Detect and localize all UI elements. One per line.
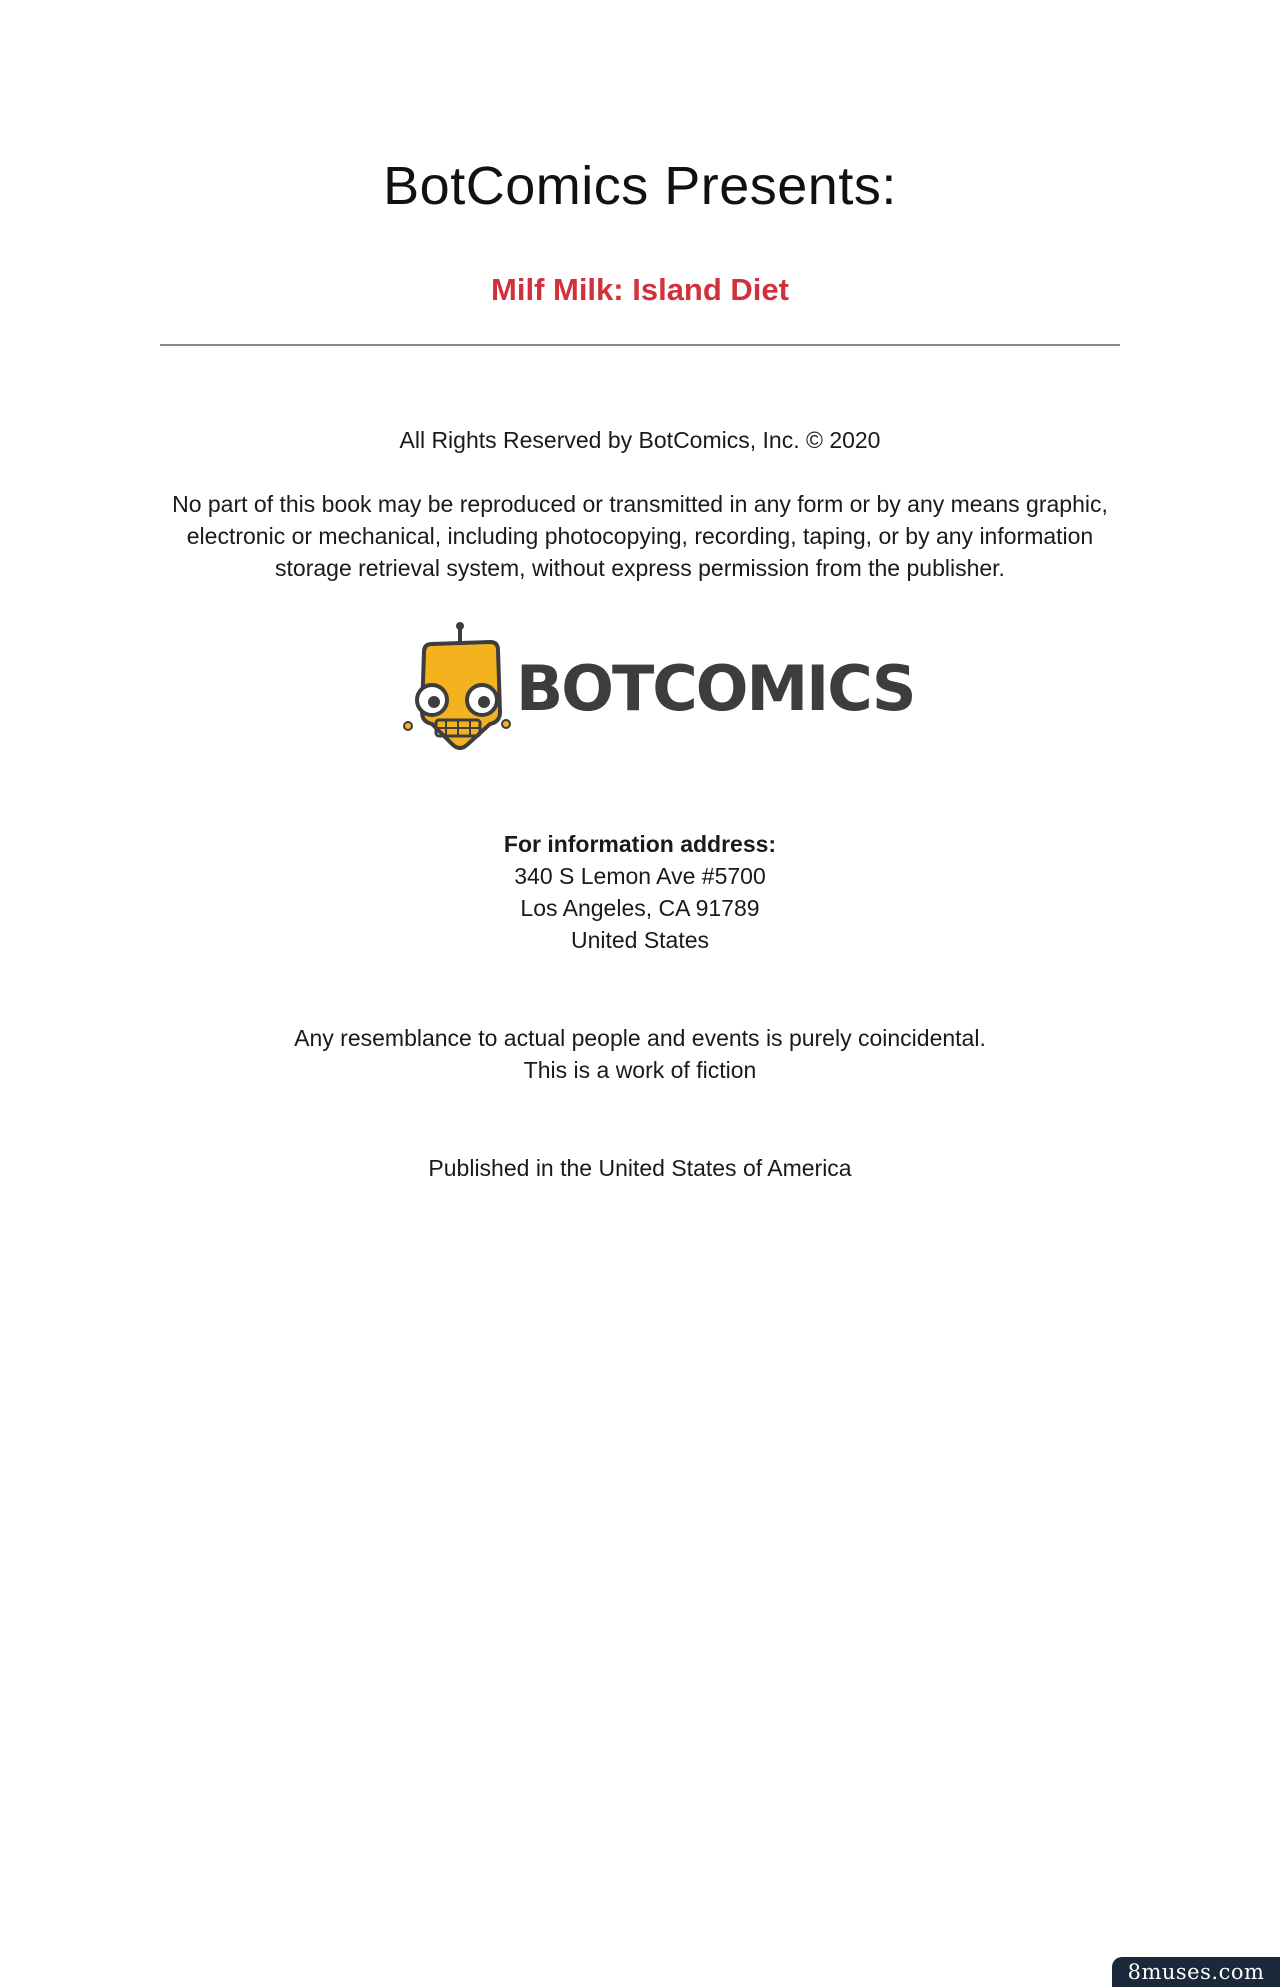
logo-wordmark: BOTCOMICS <box>516 652 915 725</box>
disclaimer-line-1: Any resemblance to actual people and events is purely coincidental. <box>294 1025 986 1051</box>
address-heading: For information address: <box>503 831 777 857</box>
rights-notice-line-2: electronic or mechanical, including photocopying, recording, taping, or by any information <box>186 523 1094 549</box>
rights-notice-line-3: storage retrieval system, without express permission from the publisher. <box>275 555 1005 581</box>
disclaimer-line-2: This is a work of fiction <box>523 1057 757 1083</box>
address-line-2: Los Angeles, CA 91789 <box>520 895 760 921</box>
botcomics-logo <box>398 620 915 760</box>
rights-notice-line-1: No part of this book may be reproduced or transmitted in any form or by any means graphic, <box>172 491 1108 517</box>
divider <box>160 344 1120 346</box>
address-line-3: United States <box>570 927 710 953</box>
page-title: BotComics Presents: <box>383 156 897 216</box>
copyright-line: All Rights Reserved by BotComics, Inc. © 2020 <box>399 427 881 453</box>
book-title: Milf Milk: Island Diet <box>491 272 789 307</box>
published-line: Published in the United States of America <box>428 1155 852 1181</box>
address-line-1: 340 S Lemon Ave #5700 <box>514 863 766 889</box>
site-watermark: 8muses.com <box>1112 1957 1280 1987</box>
robot-head-icon <box>398 620 518 760</box>
